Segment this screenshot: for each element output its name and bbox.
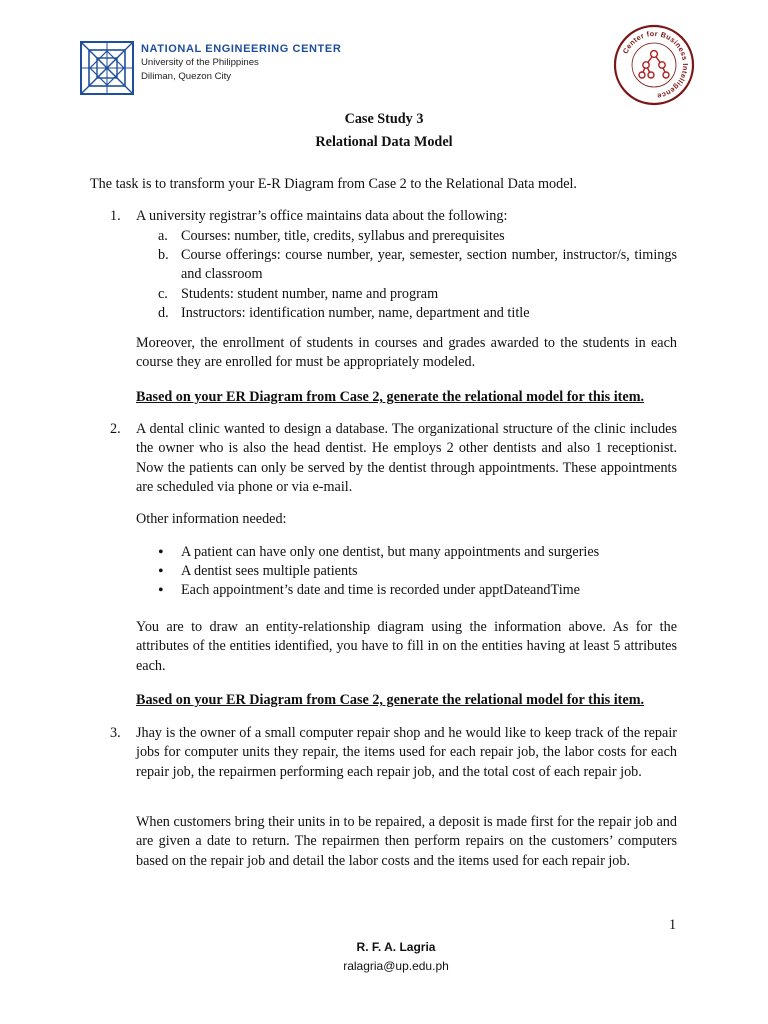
item-1-sub-marker: a. [158, 228, 168, 244]
item-2-paragraph: You are to draw an entity-relationship diagram using the information above. As for the attributes of the entities identified, you have to fill in on the entities having at least 5 attributes each. [136, 619, 677, 674]
item-2-bullet-text: A patient can have only one dentist, but many appointments and surgeries [181, 544, 600, 560]
footer-email: ralagria@up.edu.ph [343, 959, 449, 973]
item-1-sub-text: Students: student number, name and program [181, 286, 439, 302]
footer-author: R. F. A. Lagria [356, 940, 436, 954]
item-2-bullet-text: A dentist sees multiple patients [181, 563, 358, 579]
intro-text: The task is to transform your E-R Diagram from Case 2 to the Relational Data model. [90, 176, 577, 192]
item-1-sub-marker: b. [158, 247, 169, 263]
document-title: Case Study 3 [344, 111, 424, 127]
bullet-icon: • [158, 544, 164, 561]
organization-line-1: University of the Philippines [141, 57, 259, 68]
organization-name: NATIONAL ENGINEERING CENTER [141, 43, 342, 55]
organization-block [141, 43, 341, 83]
item-2-other-info-label: Other information needed: [136, 511, 287, 527]
seal-text: Center for Business Intelligence [620, 28, 691, 101]
item-3-lead: Jhay is the owner of a small computer repair shop and he would like to keep track of the repair jobs for computer units they repair, the items used for each repair job, the labor costs for each repair job, the repairmen performing each repair job, and the total cost of each repair job. [136, 725, 677, 780]
item-1-sub-marker: d. [158, 305, 169, 321]
item-1-lead: A university registrar’s office maintains data about the following: [136, 208, 508, 224]
item-2-instruction: Based on your ER Diagram from Case 2, generate the relational model for this item. [136, 692, 645, 708]
item-2-bullet-text: Each appointment’s date and time is recorded under apptDateandTime [181, 582, 580, 598]
item-2-number: 2. [110, 421, 121, 437]
item-1-instruction: Based on your ER Diagram from Case 2, generate the relational model for this item. [136, 389, 645, 405]
item-3-number: 3. [110, 725, 121, 741]
item-1-sub-marker: c. [158, 286, 168, 302]
item-1-number: 1. [110, 208, 121, 224]
nec-logo-icon [80, 41, 134, 95]
item-1-sub-text: Courses: number, title, credits, syllabus and prerequisites [181, 228, 505, 244]
item-2-lead: A dental clinic wanted to design a database. The organizational structure of the clinic includes the owner who is also the head dentist. He employs 2 other dentists and also 1 receptionist. Now the patients can only be served by the dentist through appointments. These appointments are scheduled via phone or via e-mail. [136, 421, 677, 496]
organization-line-2: Diliman, Quezon City [141, 71, 232, 82]
document-subtitle: Relational Data Model [315, 134, 453, 150]
letterhead [0, 0, 768, 110]
item-1-sub-text: Instructors: identification number, name, department and title [181, 305, 530, 321]
item-3-paragraph: When customers bring their units in to be repaired, a deposit is made first for the repair job and are given a date to return. The repairmen then perform repairs on the customers’ computers based on the repair job and detail the labor costs and the items used for each repair job. [136, 814, 677, 869]
page-number: 1 [669, 917, 677, 933]
bullet-icon: • [158, 582, 164, 599]
item-1-paragraph: Moreover, the enrollment of students in courses and grades awarded to the students in each course they are enrolled for must be appropriately modeled. [136, 335, 677, 371]
cbi-seal-icon [613, 24, 695, 106]
item-1-sub-text: Course offerings: course number, year, semester, section number, instructor/s, timings and classroom [181, 247, 677, 283]
bullet-icon: • [158, 563, 164, 580]
